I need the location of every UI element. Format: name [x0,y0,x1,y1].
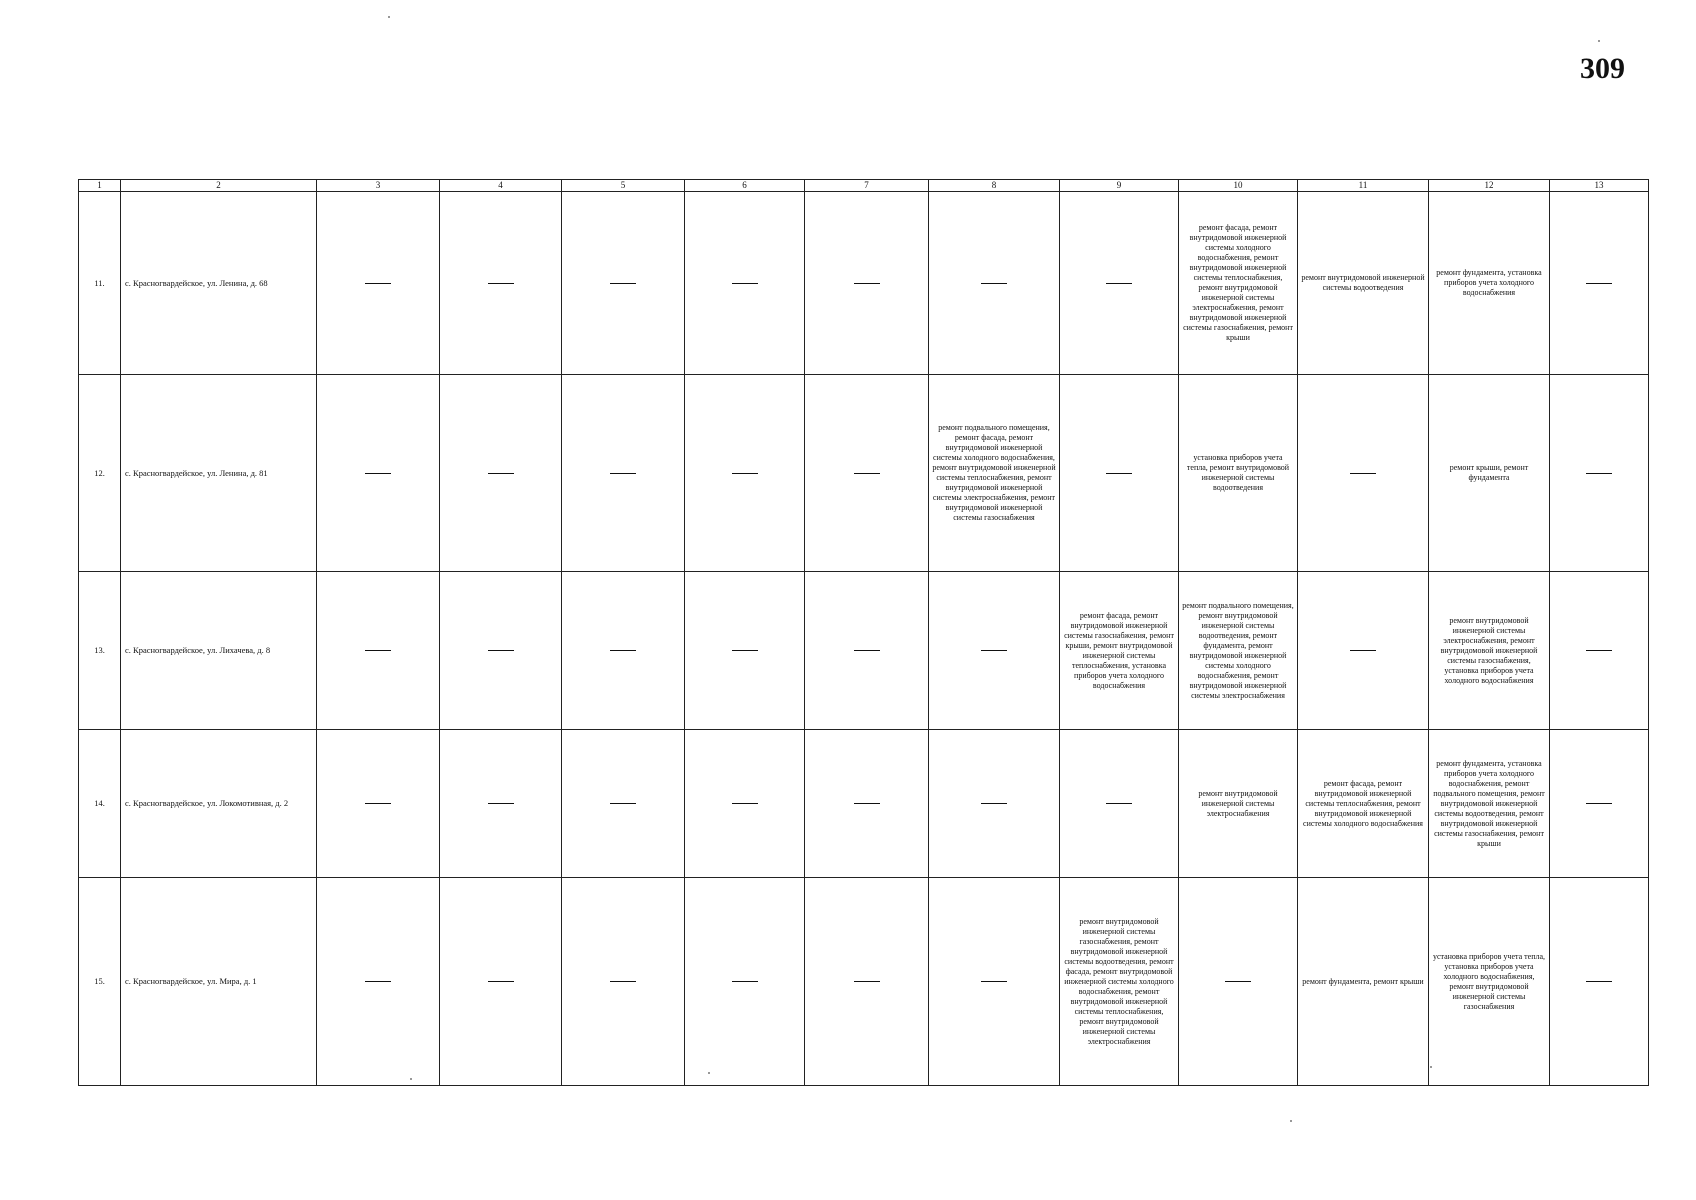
col-9-cell-text: ремонт внутридомовой инженерной системы газоснабжения, ремонт внутридомовой инженерной системы водоотведения, ремонт фасада, ремонт внутридомовой инженерной системы холодного водоснабжения, ремонт внутридомовой инженерной системы теплоснабжения, ремонт внутридомовой инженерной системы электроснабжения [1064,916,1174,1046]
row-number [79,375,121,572]
row-number [79,572,121,730]
table-row [79,192,1649,375]
address-cell-text: с. Красногвардейское, ул. Лихачева, д. 8 [125,645,271,656]
column-header-13: 13 [1550,180,1649,192]
col-8-cell [929,192,1060,375]
dash-mark [981,803,1007,804]
col-4-cell [440,730,562,878]
scan-speck [708,1072,710,1074]
col-12-cell-text: ремонт крыши, ремонт фундамента [1449,463,1529,482]
page-number: 309 [1580,52,1625,85]
col-11-cell [1298,375,1429,572]
address-cell [121,572,317,730]
col-12-cell-text: ремонт фундамента, установка приборов учета холодного водоснабжения, ремонт подвального помещения, ремонт внутридомовой инженерной системы водоотведения, ремонт внутридомовой инженерной системы газоснабжения, ремонт крыши [1433,758,1545,848]
table-row [79,572,1649,730]
dash-mark [732,981,758,982]
col-8-cell [929,730,1060,878]
dash-mark [365,981,391,982]
row-number-text: 12. [94,467,105,478]
table-row [79,730,1649,878]
col-6-cell [685,878,805,1086]
address-cell [121,730,317,878]
dash-mark [488,803,514,804]
col-5-cell [562,375,685,572]
col-13-cell [1550,572,1649,730]
column-header-11: 11 [1298,180,1429,192]
col-12-cell-text: ремонт внутридомовой инженерной системы электроснабжения, ремонт внутридомовой инженерной системы газоснабжения, установка приборов учета холодного водоснабжения [1440,615,1538,685]
col-7-cell [805,878,929,1086]
column-header-3: 3 [317,180,440,192]
address-cell-text: с. Красногвардейское, ул. Ленина, д. 68 [125,277,268,288]
dash-mark [854,803,880,804]
col-10-cell-text: ремонт фасада, ремонт внутридомовой инженерной системы холодного водоснабжения, ремонт внутридомовой инженерной системы теплоснабжения, ремонт внутридомовой инженерной системы электроснабжения, ремонт внутридомовой инженерной системы газоснабжения, ремонт крыши [1183,223,1293,342]
col-5-cell [562,572,685,730]
scan-speck [1430,1066,1432,1068]
row-number-text: 13. [94,645,105,656]
col-4-cell [440,572,562,730]
col-12-cell [1429,572,1550,730]
col-10-cell-text: установка приборов учета тепла, ремонт внутридомовой инженерной системы водоотведения [1186,453,1290,492]
table-row [79,375,1649,572]
dash-mark [365,803,391,804]
row-number-text: 14. [94,798,105,809]
col-13-cell [1550,730,1649,878]
col-9-cell [1060,878,1179,1086]
col-3-cell [317,192,440,375]
col-7-cell [805,572,929,730]
column-header-7: 7 [805,180,929,192]
scan-speck [1290,1120,1292,1122]
col-8-cell [929,572,1060,730]
scan-speck [388,16,390,18]
col-9-cell-text: ремонт фасада, ремонт внутридомовой инженерной системы газоснабжения, ремонт крыши, ремонт внутридомовой инженерной системы теплоснабжения, установка приборов учета холодного водоснабжения [1064,610,1174,690]
col-11-cell [1298,878,1429,1086]
row-number-text: 11. [94,277,105,288]
col-10-cell [1179,572,1298,730]
col-9-cell [1060,572,1179,730]
row-number [79,878,121,1086]
col-11-cell [1298,572,1429,730]
address-cell-text: с. Красногвардейское, ул. Ленина, д. 81 [125,467,268,478]
dash-mark [981,981,1007,982]
dash-mark [1106,283,1132,284]
dash-mark [732,473,758,474]
col-3-cell [317,572,440,730]
dash-mark [732,283,758,284]
col-7-cell [805,375,929,572]
dash-mark [1586,473,1612,474]
column-header-8: 8 [929,180,1060,192]
dash-mark [1586,981,1612,982]
col-12-cell-text: установка приборов учета тепла, установка приборов учета холодного водоснабжения, ремонт внутридомовой инженерной системы газоснабжения [1432,951,1546,1011]
dash-mark [1350,473,1376,474]
col-11-cell [1298,192,1429,375]
col-10-cell-text: ремонт внутридомовой инженерной системы электроснабжения [1198,788,1278,818]
dash-mark [981,283,1007,284]
col-12-cell [1429,192,1550,375]
col-12-cell [1429,878,1550,1086]
dash-mark [610,473,636,474]
dash-mark [1225,981,1251,982]
dash-mark [1586,803,1612,804]
col-11-cell-text: ремонт внутридомовой инженерной системы водоотведения [1301,273,1425,292]
address-cell [121,375,317,572]
col-3-cell [317,878,440,1086]
table-header-row [79,180,1649,192]
col-7-cell [805,730,929,878]
col-12-cell-text: ремонт фундамента, установка приборов учета холодного водоснабжения [1436,268,1542,297]
dash-mark [854,981,880,982]
col-9-cell [1060,730,1179,878]
col-10-cell-text: ремонт подвального помещения, ремонт внутридомовой инженерной системы водоотведения, ремонт фундамента, ремонт внутридомовой инженерной системы холодного водоснабжения, ремонт внутридомовой инженерной системы электроснабжения [1182,600,1294,700]
column-header-10: 10 [1179,180,1298,192]
column-header-5: 5 [562,180,685,192]
col-3-cell [317,375,440,572]
dash-mark [732,803,758,804]
dash-mark [488,650,514,651]
col-12-cell [1429,730,1550,878]
address-cell-text: с. Красногвардейское, ул. Локомотивная, д. 2 [125,798,289,809]
table-row [79,878,1649,1086]
col-11-cell-text: ремонт фундамента, ремонт крыши [1302,976,1424,986]
col-4-cell [440,878,562,1086]
column-header-12: 12 [1429,180,1550,192]
dash-mark [854,650,880,651]
dash-mark [488,473,514,474]
column-header-6: 6 [685,180,805,192]
dash-mark [610,981,636,982]
col-6-cell [685,192,805,375]
col-13-cell [1550,878,1649,1086]
dash-mark [610,650,636,651]
col-10-cell [1179,730,1298,878]
col-6-cell [685,375,805,572]
address-cell-text: с. Красногвардейское, ул. Мира, д. 1 [125,976,257,987]
dash-mark [854,473,880,474]
column-header-1: 1 [79,180,121,192]
col-11-cell [1298,730,1429,878]
dash-mark [1586,283,1612,284]
dash-mark [1586,650,1612,651]
col-8-cell-text: ремонт подвального помещения, ремонт фасада, ремонт внутридомовой инженерной системы холодного водоснабжения, ремонт внутридомовой инженерной системы теплоснабжения, ремонт внутридомовой инженерной системы электроснабжения, ремонт внутридомовой инженерной системы газоснабжения [932,423,1056,522]
address-cell [121,192,317,375]
dash-mark [365,650,391,651]
col-8-cell [929,878,1060,1086]
col-5-cell [562,192,685,375]
dash-mark [1106,803,1132,804]
dash-mark [365,473,391,474]
row-number-text: 15. [94,976,105,987]
address-cell [121,878,317,1086]
col-3-cell [317,730,440,878]
scan-speck [410,1078,412,1080]
column-header-2: 2 [121,180,317,192]
col-9-cell [1060,192,1179,375]
dash-mark [610,283,636,284]
repair-works-table [78,179,1649,1086]
column-header-4: 4 [440,180,562,192]
row-number [79,192,121,375]
col-4-cell [440,375,562,572]
dash-mark [981,650,1007,651]
column-header-9: 9 [1060,180,1179,192]
dash-mark [365,283,391,284]
col-10-cell [1179,192,1298,375]
dash-mark [488,283,514,284]
dash-mark [1350,650,1376,651]
scan-speck [1598,40,1600,42]
col-10-cell [1179,375,1298,572]
col-13-cell [1550,192,1649,375]
col-11-cell-text: ремонт фасада, ремонт внутридомовой инженерной системы теплоснабжения, ремонт внутридомовой инженерной системы холодного водоснабжения [1303,778,1423,828]
col-5-cell [562,878,685,1086]
col-9-cell [1060,375,1179,572]
dash-mark [732,650,758,651]
dash-mark [854,283,880,284]
col-5-cell [562,730,685,878]
col-6-cell [685,572,805,730]
col-7-cell [805,192,929,375]
dash-mark [488,981,514,982]
col-6-cell [685,730,805,878]
col-8-cell [929,375,1060,572]
col-13-cell [1550,375,1649,572]
col-4-cell [440,192,562,375]
dash-mark [1106,473,1132,474]
row-number [79,730,121,878]
dash-mark [610,803,636,804]
col-10-cell [1179,878,1298,1086]
col-12-cell [1429,375,1550,572]
